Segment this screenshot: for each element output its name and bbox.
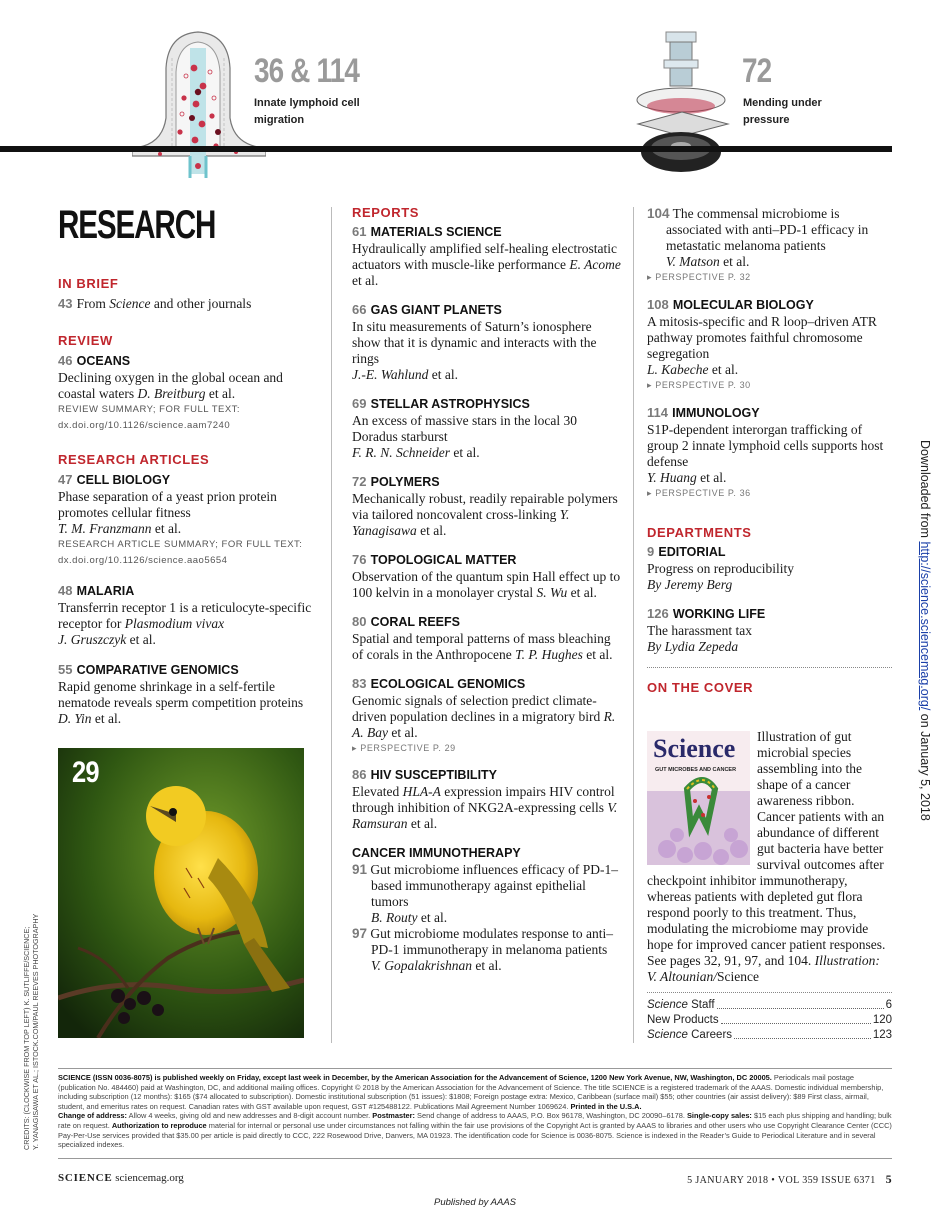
in-brief-item[interactable] — [58, 296, 316, 313]
report-sub-item[interactable]: 91 Gut microbiome influences efficacy of PD-1–based immunotherapy against epithelial tumors B. Routy et al. — [352, 862, 618, 925]
top-rule — [0, 146, 892, 152]
bird-photo[interactable] — [58, 748, 304, 1038]
topic: POLYMERS — [370, 475, 440, 489]
feature-right-page-number[interactable]: 72 — [742, 52, 772, 90]
feature-left-page-number[interactable]: 36 & 114 — [254, 52, 360, 90]
feature-left-caption: Innate lymphoid cell migration — [254, 97, 360, 126]
toc-item[interactable]: Science Careers 123 — [647, 1029, 892, 1041]
article-title: A mitosis-specific and R loop–driven ATR pathway promotes faithful chromosome segregation — [647, 314, 877, 361]
research-article-item[interactable] — [58, 583, 316, 648]
review-item[interactable] — [58, 353, 316, 434]
report-item[interactable] — [352, 224, 622, 289]
folio-left: SCIENCE sciencemag.org — [58, 1172, 184, 1184]
article-title: Spatial and temporal patterns of mass bleaching of corals in the Anthropocene T. P. Hughes et al. — [352, 631, 613, 662]
topic: CELL BIOLOGY — [76, 473, 171, 487]
cover-description — [647, 729, 892, 985]
summary-label: REVIEW SUMMARY; FOR FULL TEXT: — [58, 404, 241, 415]
report-item[interactable] — [352, 474, 622, 539]
report-sub-item[interactable]: 104 The commensal microbiome is associated with anti–PD-1 efficacy in metastatic melanoma patients V. Matson et al. — [647, 206, 869, 269]
topic: MALARIA — [76, 584, 135, 598]
page-number: 80 — [352, 614, 367, 629]
bird-photo-page-label: 29 — [72, 756, 99, 789]
in-brief-heading: IN BRIEF — [58, 276, 119, 291]
footer-rule — [58, 1158, 892, 1159]
topic: STELLAR ASTROPHYSICS — [370, 397, 530, 411]
photo-credits: CREDITS: (CLOCKWISE FROM TOP LEFT) K. SUTLIFFE/SCIENCE; Y. YANAGISAWA ET AL.; ISTOCK.COM/PAUL REEVES PHOTOGRAPHY — [22, 913, 40, 1150]
article-title: Hydraulically amplified self-healing electrostatic actuators with muscle-like performance E. Acome et al. — [352, 241, 621, 288]
report-item[interactable] — [647, 297, 892, 391]
topic: IMMUNOLOGY — [672, 406, 760, 420]
research-article-item[interactable] — [58, 662, 316, 727]
page-number: 61 — [352, 224, 367, 239]
page-number: 108 — [647, 297, 669, 312]
departments-heading: DEPARTMENTS — [647, 525, 752, 540]
authors: J. Gruszczyk et al. — [58, 632, 156, 647]
article-title: Phase separation of a yeast prion protein promotes cellular fitness — [58, 489, 277, 520]
topic: CORAL REEFS — [370, 615, 460, 629]
page-number: 104 — [647, 206, 670, 221]
article-title: S1P-dependent interorgan trafficking of group 2 innate lymphoid cells supports host defense — [647, 422, 884, 469]
page-number: 76 — [352, 552, 367, 567]
page-number: 9 — [647, 544, 655, 559]
page-number: 5 — [885, 1172, 892, 1186]
right-column — [647, 206, 892, 695]
topic: TOPOLOGICAL MATTER — [370, 553, 517, 567]
topic: WORKING LIFE — [672, 607, 766, 621]
feature-right-caption: Mending under pressure — [743, 97, 822, 126]
department-item[interactable] — [647, 606, 892, 655]
page-number: 43 — [58, 296, 73, 311]
cover-headline: GUT MICROBES AND CANCER — [655, 767, 737, 773]
cover-text-float — [647, 729, 757, 868]
article-title: Rapid genome shrinkage in a self-fertile nematode reveals sperm competition proteins D. Yin et al. — [58, 679, 304, 726]
research-title: RESEARCH — [58, 203, 216, 247]
toc-item[interactable]: Science Staff 6 — [647, 999, 892, 1011]
page-number: 55 — [58, 662, 73, 677]
report-item[interactable] — [352, 767, 622, 832]
download-notice: Downloaded from http://science.sciencemag.org/ on January 5, 2018 — [918, 440, 932, 821]
authors: Y. Huang et al. — [647, 470, 727, 485]
perspective-link[interactable]: ▸ PERSPECTIVE P. 36 — [647, 488, 751, 498]
perspective-link[interactable]: ▸ PERSPECTIVE P. 29 — [352, 743, 456, 753]
byline: By Lydia Zepeda — [647, 639, 739, 654]
toc — [647, 992, 892, 1043]
article-title: Elevated HLA-A expression impairs HIV control through inhibition of NKG2A-expressing cells V. Ramsuran et al. — [352, 784, 618, 831]
research-column — [58, 204, 316, 727]
department-item[interactable] — [647, 544, 892, 593]
report-group-cancer — [352, 845, 622, 974]
page-number: 83 — [352, 676, 367, 691]
cover-credit: Illustration: V. Altounian/Science — [647, 953, 880, 984]
report-item[interactable] — [647, 405, 892, 499]
pressure-illustration — [628, 30, 738, 180]
article-title: In situ measurements of Saturn’s ionosphere show that it is dynamic and interacts with the rings — [352, 319, 597, 366]
page-number: 86 — [352, 767, 367, 782]
download-link[interactable]: http://science.sciencemag.org/ — [918, 541, 932, 711]
report-item[interactable] — [352, 614, 622, 663]
page-number: 48 — [58, 583, 73, 598]
page-number: 46 — [58, 353, 73, 368]
research-article-item[interactable] — [58, 472, 316, 569]
reports-heading: REPORTS — [352, 205, 420, 220]
department-title: The harassment tax — [647, 623, 752, 638]
page-number: 72 — [352, 474, 367, 489]
publication-info: SCIENCE (ISSN 0036-8075) is published weekly on Friday, except last week in December, by the American Association for the Advancement of Science, 1200 New York Avenue, NW, Washington, DC 20005. Periodicals mail postage (publication No. 484460) paid at Washington, DC, and additional mailing offices. Copyright © 2018 by the American Association for the Advancement of Science. The title SCIENCE is a registered trademark of the AAAS. Domestic individual membership, including subscription (12 months): $165 ($74 allocated to subscription). Domestic institutional subscription (51 issues): $1808; Foreign postage extra: Mexico, Caribbean (surface mail) $55; other countries (air assist delivery): $89 First class, airmail, student, and emeritus rates on request. Canadian rates with GST available upon request, GST #125488122. Publications Mail Agreement Number 1069624. Printed in the U.S.A. Change of address: Allow 4 weeks, giving old and new addresses and 8-digit account number. Postmaster: Send change of address to AAAS, P.O. Box 96178, Washington, DC 20090–6178. Single-copy sales: $15 each plus shipping and handling; bulk rate on request. Authorization to reproduce material for internal or personal use under circumstances not falling within the fair use provisions of the Copyright Act is granted by AAAS to libraries and other users who use Copyright Clearance Center (CCC) Pay-Per-Use services provided that $35.00 per article is paid directly to CCC, 222 Rosewood Drive, Danvers, MA 01923. The identification code for Science is 0036-8075. Science is indexed in the Reader’s Guide to Periodical Literature and in several specialized indexes. — [58, 1073, 892, 1150]
summary-label: RESEARCH ARTICLE SUMMARY; FOR FULL TEXT: — [58, 539, 303, 550]
page-number: 69 — [352, 396, 367, 411]
authors: J.-E. Wahlund et al. — [352, 367, 458, 382]
article-title: Genomic signals of selection predict climate-driven population declines in a migratory bird R. A. Bay et al. — [352, 693, 616, 740]
in-brief-text: From Science and other journals — [76, 296, 252, 311]
byline: By Jeremy Berg — [647, 577, 733, 592]
topic: GAS GIANT PLANETS — [370, 303, 502, 317]
article-title: Declining oxygen in the global ocean and coastal waters D. Breitburg et al. — [58, 370, 283, 401]
yellow-warbler-image — [58, 748, 304, 1038]
page-number: 97 — [352, 926, 368, 941]
dotted-divider — [647, 992, 892, 993]
article-title: An excess of massive stars in the local 30 Doradus starburst — [352, 413, 577, 444]
report-item[interactable] — [352, 676, 622, 754]
article-title: Transferrin receptor 1 is a reticulocyte-specific receptor for Plasmodium vivax — [58, 600, 312, 631]
page-number: 66 — [352, 302, 367, 317]
report-sub-item[interactable]: 97 Gut microbiome modulates response to anti–PD-1 immunotherapy in melanoma patients V. Gopalakrishnan et al. — [352, 926, 613, 973]
topic: CANCER IMMUNOTHERAPY — [352, 846, 521, 860]
column-divider — [633, 207, 634, 1043]
review-heading: REVIEW — [58, 333, 113, 348]
page-number: 114 — [647, 405, 668, 420]
authors: T. M. Franzmann et al. — [58, 521, 182, 536]
footer-rule — [58, 1068, 892, 1069]
reports-column — [352, 205, 622, 974]
department-title: Progress on reproducibility — [647, 561, 794, 576]
column-divider — [331, 207, 332, 1043]
report-item[interactable] — [352, 552, 622, 601]
page-number: 126 — [647, 606, 669, 621]
report-item[interactable] — [352, 302, 622, 383]
villus-illustration — [132, 28, 266, 182]
topic: ECOLOGICAL GENOMICS — [370, 677, 526, 691]
dotted-divider — [647, 667, 892, 668]
page-number: 47 — [58, 472, 73, 487]
folio-right: 5 JANUARY 2018 • VOL 359 ISSUE 6371 5 — [687, 1172, 892, 1186]
authors: L. Kabeche et al. — [647, 362, 739, 377]
research-articles-heading: RESEARCH ARTICLES — [58, 452, 210, 467]
authors: F. R. N. Schneider et al. — [352, 445, 480, 460]
topic: MOLECULAR BIOLOGY — [672, 298, 814, 312]
page-number: 91 — [352, 862, 368, 877]
topic: HIV SUSCEPTIBILITY — [370, 768, 498, 782]
report-item[interactable] — [352, 396, 622, 461]
published-by: Published by AAAS — [433, 1197, 517, 1208]
cover-logo: Science — [653, 734, 736, 763]
topic: EDITORIAL — [658, 545, 726, 559]
topic: MATERIALS SCIENCE — [370, 225, 502, 239]
perspective-link[interactable]: ▸ PERSPECTIVE P. 30 — [647, 380, 751, 390]
article-title: Mechanically robust, readily repairable polymers via tailored noncovalent cross-linking Y. Yanagisawa et al. — [352, 491, 618, 538]
cover-text: Illustration of gut microbial species assembling into the shape of a cancer awareness ribbon. Cancer patients with an abundance of different gut bacteria have better survival outcomes after checkpoint inhibitor immunotherapy, whereas patients with depleted gut flora respond poorly to this treatment. Thus, modulating the microbiome may provide hope for improved cancer patient responses. See pages 32, 91, 97, and 104. Illustration: V. Altounian/Science — [647, 729, 886, 984]
on-the-cover-heading: ON THE COVER — [647, 680, 754, 695]
topic: COMPARATIVE GENOMICS — [76, 663, 239, 677]
toc-item[interactable]: New Products 120 — [647, 1014, 892, 1026]
doi-link[interactable]: dx.doi.org/10.1126/science.aam7240 — [58, 420, 231, 431]
doi-link[interactable]: dx.doi.org/10.1126/science.aao5654 — [58, 555, 228, 566]
article-title: Observation of the quantum spin Hall effect up to 100 kelvin in a monolayer crystal S. Wu et al. — [352, 569, 621, 600]
perspective-link[interactable]: ▸ PERSPECTIVE P. 32 — [647, 272, 751, 282]
topic: OCEANS — [76, 354, 131, 368]
